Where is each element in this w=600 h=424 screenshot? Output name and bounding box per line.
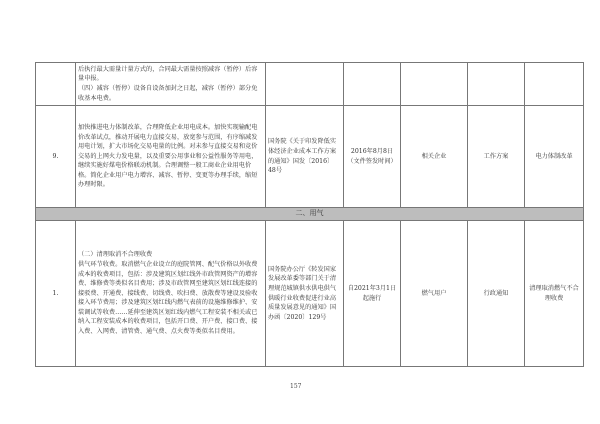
section-heading: 二、用气 [36,208,584,221]
row-content [76,106,266,208]
row-date: 2016年8月8日（文件签发时间） [344,106,401,208]
content-paragraph: （二）清理取消不合理收费 [78,251,153,259]
row-number: 9. [36,106,76,208]
row-note: 清理取消燃气不合理收费 [525,221,584,367]
row-note [525,63,584,106]
row-date [344,63,401,106]
row-number: 1. [36,221,76,367]
row-target: 燃气用户 [401,221,468,367]
row-date: 自2021年3月1日起施行 [344,221,401,367]
content-paragraph: （四）减容（暂停）设备自设备加封之日起，减容（暂停）部分免收基本电费。 [78,85,258,102]
row-type [468,63,525,106]
row-type: 行政通知 [468,221,525,367]
row-target [401,63,468,106]
page-number: 157 [290,383,302,390]
content-paragraph: 加快推进电力体制改革，合理降低企业用电成本。加快实现输配电价改革试点，推动开展电力直接交易，放宽参与范围，有序缩减发用电计划，扩大市场化交易电量的比例。对未参与直接交易和竞价交易的上网火力发电量，以及重要公用事业和公益性服务等用电，继续实施好煤电价格联动机制。合理调整一般工商业企业用电价格。简化企业用户电力增容、减容、暂停、变更等办理手续，缩短办理时限。 [78,123,258,189]
table-row [36,63,584,106]
row-target: 相关企业 [401,106,468,208]
row-type: 工作方案 [468,106,525,208]
table-row [36,221,584,367]
policy-table [35,62,584,367]
row-content [76,221,266,367]
row-content [76,63,266,106]
row-note: 电力体制改革 [525,106,584,208]
row-basis [266,63,344,106]
content-paragraph: 供气环节收费。取消燃气企业设立的庭院管网、配气价格以外收费成本的收费项目，包括：涉及建筑区划红线外市政管网资产的增容费、维修费等类似名目费用；涉及市政管网至建筑区划红线连接的接驳费、开通费、接线费、切线费、吹扫费、放散费等建设及验收接入环节费用；涉及建筑区划红线内燃气表前的设施维修维护、安装调试等收费……延伸至建筑区划红线内燃气工程安装不相关或已纳入工程安装成本的收费项目，包括开口费、开户费、接口费、接入费、入网费、清管费、通气费、点火费等类似名目费用。 [78,260,258,336]
table-row [36,106,584,208]
section-row [36,208,584,221]
content-paragraph: 后执行最大需量计量方式的，合同最大需量按照减容（暂停）后容量申报。 [78,65,258,83]
row-basis: 国务院办公厅《转发国家发展改革委等部门关于清理规范城镇供水供电供气供暖行业收费促进行业高质量发展意见的通知》国办函〔2020〕129号 [266,221,344,367]
row-number [36,63,76,106]
row-basis: 国务院《关于印发降低实体经济企业成本工作方案的通知》国发〔2016〕48号 [266,106,344,208]
